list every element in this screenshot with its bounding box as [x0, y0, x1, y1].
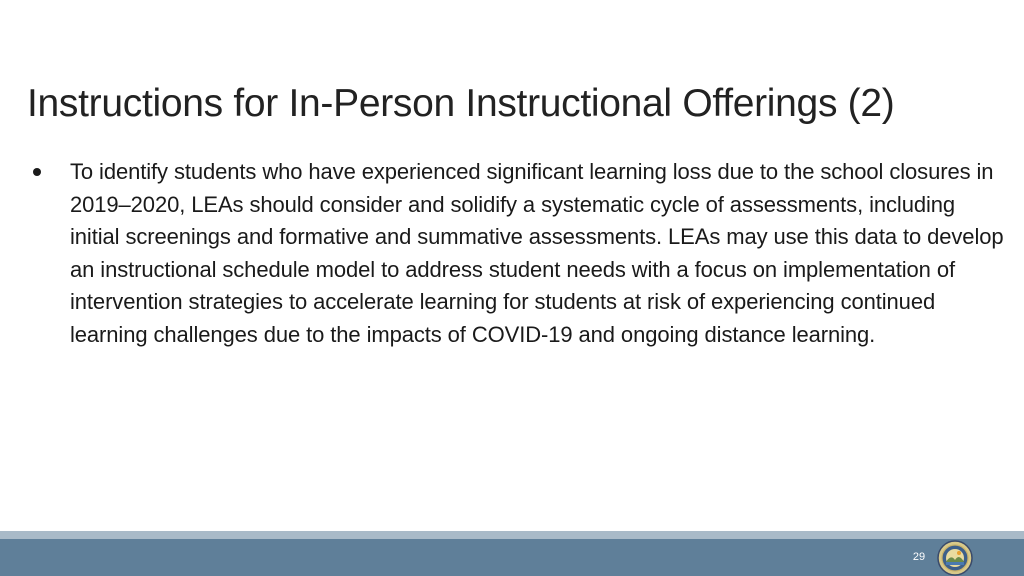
bullet-text: To identify students who have experienced significant learning loss due to the school closures in 2019–2020, LEAs should consider and solidify a systematic cycle of assessments, including initial screenings and formative and summative assessments. LEAs may use this data to develop an instructional schedule model to address student needs with a focus on implementation of intervention strategies to accelerate learning for students at risk of experiencing continued learning challenges due to the impacts of COVID-19 and ongoing distance learning. [70, 159, 1004, 347]
state-seal-icon [937, 540, 973, 576]
footer-bar [0, 539, 1024, 576]
slide-title: Instructions for In-Person Instructional Offerings (2) [27, 82, 895, 125]
bullet-icon [33, 168, 41, 176]
bullet-item [30, 156, 1005, 351]
bullet-list [30, 156, 1005, 351]
footer-divider [0, 531, 1024, 539]
page-number: 29 [912, 551, 926, 563]
